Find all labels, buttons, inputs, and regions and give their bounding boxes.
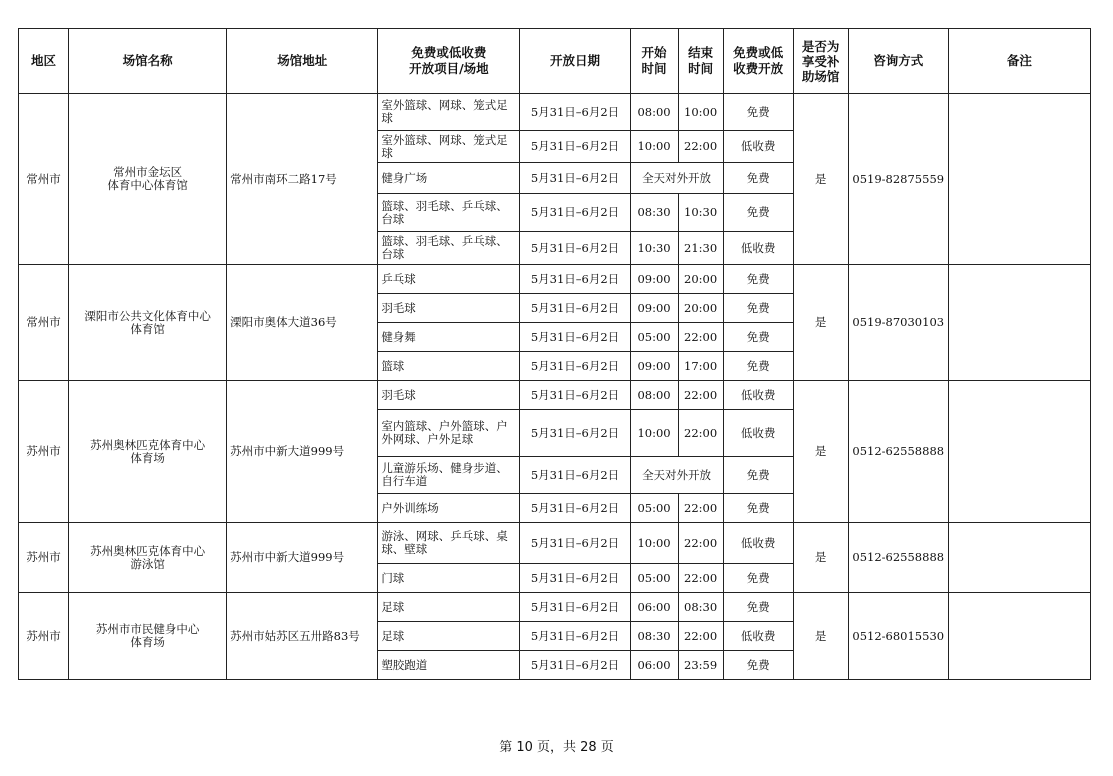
fee-type-cell: 免费: [723, 294, 793, 323]
subsidized-cell: 是: [793, 523, 848, 593]
open-date-cell: 5月31日–6月2日: [520, 523, 630, 564]
fee-type-cell: 免费: [723, 593, 793, 622]
open-date-cell: 5月31日–6月2日: [520, 410, 630, 457]
open-date-cell: 5月31日–6月2日: [520, 194, 630, 232]
fee-type-cell: 免费: [723, 265, 793, 294]
header-free-or-low: 免费或低 收费开放: [723, 29, 793, 94]
region-cell: 常州市: [19, 265, 69, 381]
fee-type-cell: 免费: [723, 94, 793, 131]
header-start-time: 开始 时间: [630, 29, 678, 94]
subsidized-cell: 是: [793, 381, 848, 523]
open-date-cell: 5月31日–6月2日: [520, 323, 630, 352]
fee-type-cell: 免费: [723, 163, 793, 194]
contact-cell: 0519-82875559: [848, 94, 948, 265]
start-time-cell: 08:30: [630, 194, 678, 232]
end-time-cell: 22:00: [678, 410, 723, 457]
fee-type-cell: 低收费: [723, 232, 793, 265]
end-time-cell: 10:00: [678, 94, 723, 131]
header-row: [19, 29, 1091, 94]
start-time-cell: 05:00: [630, 564, 678, 593]
project-cell: 户外训练场: [378, 494, 520, 523]
project-cell: 健身广场: [378, 163, 520, 194]
end-time-cell: 20:00: [678, 265, 723, 294]
subsidized-cell: 是: [793, 94, 848, 265]
project-cell: 室内篮球、户外篮球、户外网球、户外足球: [378, 410, 520, 457]
table-body: [19, 94, 1091, 680]
open-date-cell: 5月31日–6月2日: [520, 457, 630, 494]
end-time-cell: 22:00: [678, 131, 723, 163]
start-time-cell: 08:00: [630, 94, 678, 131]
end-time-cell: 22:00: [678, 323, 723, 352]
project-cell: 足球: [378, 622, 520, 651]
fee-type-cell: 低收费: [723, 622, 793, 651]
end-time-cell: 22:00: [678, 622, 723, 651]
venue-address-cell: 常州市南环二路17号: [227, 94, 378, 265]
remarks-cell: [948, 523, 1090, 593]
region-cell: 苏州市: [19, 593, 69, 680]
remarks-cell: [948, 94, 1090, 265]
open-date-cell: 5月31日–6月2日: [520, 381, 630, 410]
open-date-cell: 5月31日–6月2日: [520, 94, 630, 131]
region-cell: 苏州市: [19, 381, 69, 523]
venue-name-cell: 苏州市市民健身中心 体育场: [69, 593, 227, 680]
fee-type-cell: 免费: [723, 564, 793, 593]
project-cell: 室外篮球、网球、笼式足球: [378, 94, 520, 131]
contact-cell: 0512-68015530: [848, 593, 948, 680]
open-date-cell: 5月31日–6月2日: [520, 163, 630, 194]
start-time-cell: 10:00: [630, 410, 678, 457]
header-subsidized: 是否为 享受补 助场馆: [793, 29, 848, 94]
end-time-cell: 22:00: [678, 523, 723, 564]
remarks-cell: [948, 593, 1090, 680]
contact-cell: 0512-62558888: [848, 523, 948, 593]
fee-type-cell: 低收费: [723, 523, 793, 564]
start-time-cell: 09:00: [630, 294, 678, 323]
open-date-cell: 5月31日–6月2日: [520, 131, 630, 163]
header-venue-address: 场馆地址: [227, 29, 378, 94]
start-time-cell: 06:00: [630, 593, 678, 622]
project-cell: 乒乓球: [378, 265, 520, 294]
header-end-time: 结束 时间: [678, 29, 723, 94]
table-row: [19, 265, 1091, 294]
venue-name-cell: 苏州奥林匹克体育中心 体育场: [69, 381, 227, 523]
open-date-cell: 5月31日–6月2日: [520, 294, 630, 323]
table-row: [19, 381, 1091, 410]
start-time-cell: 10:30: [630, 232, 678, 265]
open-date-cell: 5月31日–6月2日: [520, 622, 630, 651]
project-cell: 门球: [378, 564, 520, 593]
end-time-cell: 23:59: [678, 651, 723, 680]
start-time-cell: 09:00: [630, 352, 678, 381]
project-cell: 健身舞: [378, 323, 520, 352]
open-date-cell: 5月31日–6月2日: [520, 651, 630, 680]
venue-table: [18, 28, 1091, 680]
start-time-cell: 05:00: [630, 323, 678, 352]
open-date-cell: 5月31日–6月2日: [520, 352, 630, 381]
header-remarks: 备注: [948, 29, 1090, 94]
remarks-cell: [948, 381, 1090, 523]
header-region: 地区: [19, 29, 69, 94]
contact-cell: 0519-87030103: [848, 265, 948, 381]
end-time-cell: 10:30: [678, 194, 723, 232]
venue-name-cell: 常州市金坛区 体育中心体育馆: [69, 94, 227, 265]
open-date-cell: 5月31日–6月2日: [520, 265, 630, 294]
fee-type-cell: 免费: [723, 352, 793, 381]
start-time-cell: 05:00: [630, 494, 678, 523]
fee-type-cell: 免费: [723, 651, 793, 680]
open-date-cell: 5月31日–6月2日: [520, 232, 630, 265]
subsidized-cell: 是: [793, 593, 848, 680]
table-row: [19, 94, 1091, 131]
venue-address-cell: 溧阳市奥体大道36号: [227, 265, 378, 381]
contact-cell: 0512-62558888: [848, 381, 948, 523]
project-cell: 游泳、网球、乒乓球、桌球、壁球: [378, 523, 520, 564]
project-cell: 羽毛球: [378, 294, 520, 323]
all-day-cell: 全天对外开放: [630, 163, 723, 194]
end-time-cell: 22:00: [678, 494, 723, 523]
remarks-cell: [948, 265, 1090, 381]
project-cell: 儿童游乐场、健身步道、自行车道: [378, 457, 520, 494]
project-cell: 塑胶跑道: [378, 651, 520, 680]
start-time-cell: 10:00: [630, 131, 678, 163]
open-date-cell: 5月31日–6月2日: [520, 593, 630, 622]
table-row: [19, 523, 1091, 564]
fee-type-cell: 免费: [723, 457, 793, 494]
start-time-cell: 06:00: [630, 651, 678, 680]
end-time-cell: 08:30: [678, 593, 723, 622]
header-project: 免费或低收费 开放项目/场地: [378, 29, 520, 94]
fee-type-cell: 免费: [723, 323, 793, 352]
end-time-cell: 20:00: [678, 294, 723, 323]
page-footer: 第 10 页，共 28 页: [499, 740, 614, 755]
fee-type-cell: 免费: [723, 194, 793, 232]
all-day-cell: 全天对外开放: [630, 457, 723, 494]
project-cell: 篮球、羽毛球、乒乓球、台球: [378, 194, 520, 232]
fee-type-cell: 低收费: [723, 131, 793, 163]
subsidized-cell: 是: [793, 265, 848, 381]
start-time-cell: 09:00: [630, 265, 678, 294]
end-time-cell: 17:00: [678, 352, 723, 381]
end-time-cell: 22:00: [678, 381, 723, 410]
start-time-cell: 10:00: [630, 523, 678, 564]
fee-type-cell: 免费: [723, 494, 793, 523]
venue-address-cell: 苏州市姑苏区五卅路83号: [227, 593, 378, 680]
venue-name-cell: 溧阳市公共文化体育中心 体育馆: [69, 265, 227, 381]
open-date-cell: 5月31日–6月2日: [520, 564, 630, 593]
start-time-cell: 08:30: [630, 622, 678, 651]
open-date-cell: 5月31日–6月2日: [520, 494, 630, 523]
project-cell: 篮球: [378, 352, 520, 381]
project-cell: 足球: [378, 593, 520, 622]
region-cell: 苏州市: [19, 523, 69, 593]
end-time-cell: 22:00: [678, 564, 723, 593]
fee-type-cell: 低收费: [723, 381, 793, 410]
header-venue-name: 场馆名称: [69, 29, 227, 94]
venue-address-cell: 苏州市中新大道999号: [227, 523, 378, 593]
project-cell: 篮球、羽毛球、乒乓球、台球: [378, 232, 520, 265]
project-cell: 羽毛球: [378, 381, 520, 410]
region-cell: 常州市: [19, 94, 69, 265]
venue-address-cell: 苏州市中新大道999号: [227, 381, 378, 523]
project-cell: 室外篮球、网球、笼式足球: [378, 131, 520, 163]
header-contact: 咨询方式: [848, 29, 948, 94]
table-row: [19, 593, 1091, 622]
venue-name-cell: 苏州奥林匹克体育中心 游泳馆: [69, 523, 227, 593]
header-open-date: 开放日期: [520, 29, 630, 94]
fee-type-cell: 低收费: [723, 410, 793, 457]
start-time-cell: 08:00: [630, 381, 678, 410]
end-time-cell: 21:30: [678, 232, 723, 265]
